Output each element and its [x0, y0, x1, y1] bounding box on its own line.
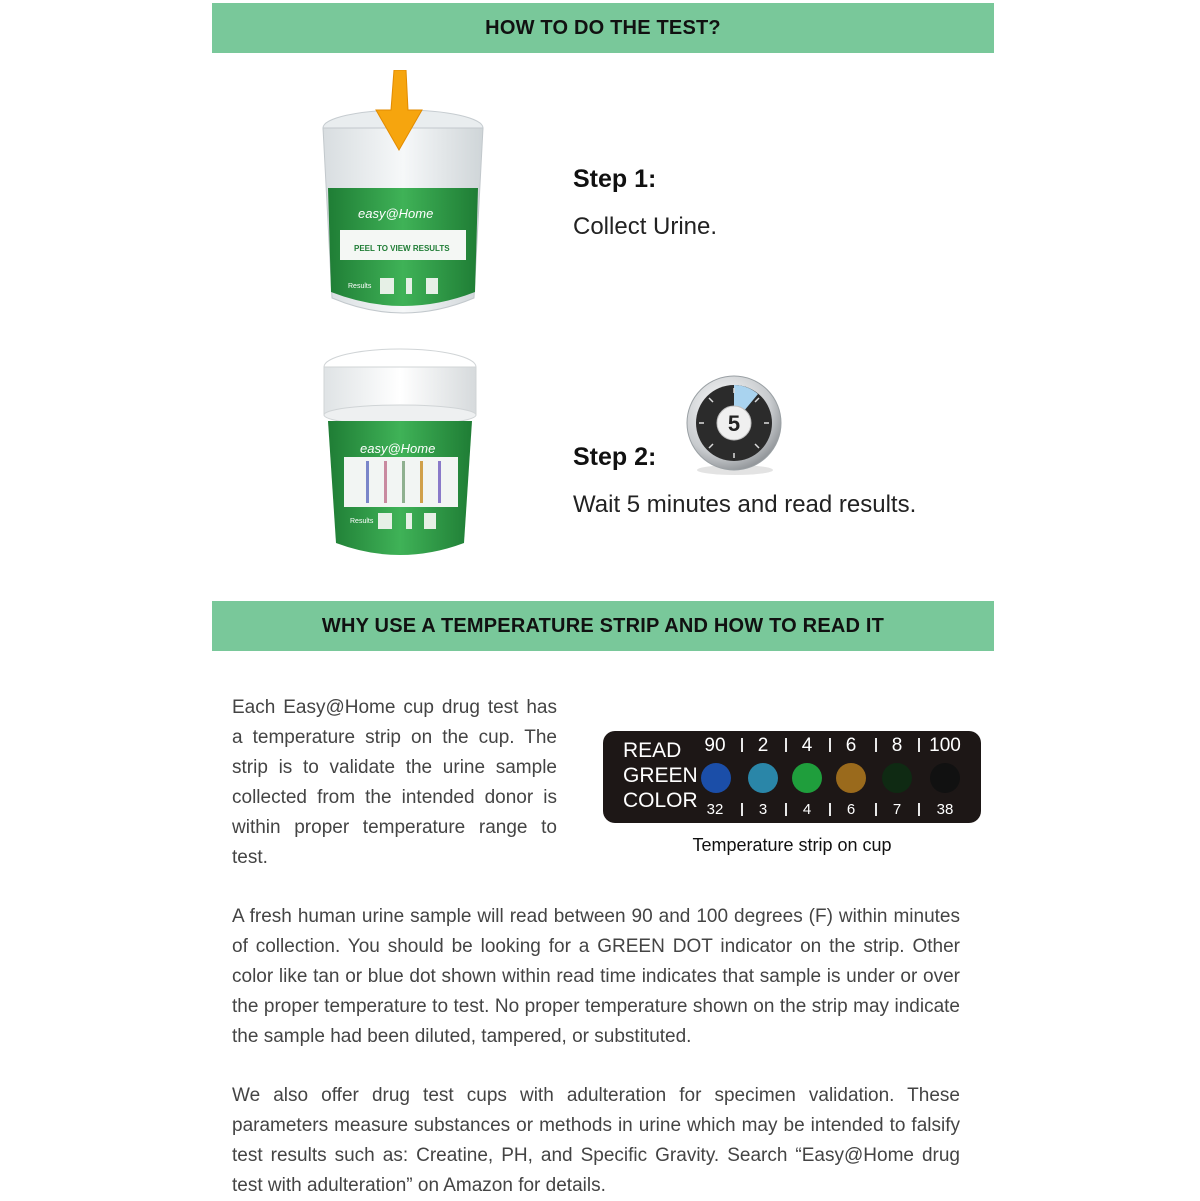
section-banner-how	[212, 3, 994, 53]
strip-separator	[741, 803, 743, 816]
strip-label-green: GREEN	[623, 764, 698, 787]
temperature-strip	[603, 731, 981, 823]
strip-dot-black	[930, 763, 960, 793]
strip-top-num: 4	[801, 735, 813, 756]
cup2-brand: easy@Home	[360, 441, 436, 456]
cup2-results: Results	[350, 518, 374, 525]
strip-dot-green	[792, 763, 822, 793]
strip-separator	[918, 803, 920, 816]
strip-separator	[875, 803, 877, 816]
step1-text: Collect Urine.	[573, 213, 718, 240]
strip-label-read: READ	[623, 739, 682, 762]
step2-text: Wait 5 minutes and read results.	[573, 491, 917, 518]
timer-icon	[684, 374, 786, 476]
strip-caption: Temperature strip on cup	[692, 835, 892, 855]
section-banner-why	[212, 601, 994, 651]
strip-separator	[785, 738, 787, 752]
strip-bottom-num: 6	[846, 801, 856, 818]
paragraph-temperature-reading: A fresh human urine sample will read between 90 and 100 degrees (F) within minutes of collection. You should be looking for a GREEN DOT indicator on the strip. Other color like tan or blue dot shown within read time indicates that sample is under or over the proper temperature to test. No proper temperature shown on the strip may indicate the sample had been diluted, tampered, or substituted.	[232, 906, 960, 1047]
banner-title-how: HOW TO DO THE TEST?	[485, 16, 721, 39]
strip-dot-dark-green	[882, 763, 912, 793]
strip-separator	[829, 738, 831, 752]
step2-title: Step 2:	[573, 443, 657, 471]
timer-value: 5	[727, 411, 741, 436]
cup1-brand: easy@Home	[358, 206, 434, 221]
strip-separator	[785, 803, 787, 816]
banner-title-why: WHY USE A TEMPERATURE STRIP AND HOW TO READ IT	[321, 614, 885, 637]
strip-dot-blue	[701, 763, 731, 793]
strip-top-num: 90	[704, 735, 726, 756]
cup-closed-image	[320, 345, 482, 560]
step1-title: Step 1:	[573, 165, 657, 193]
strip-top-num: 100	[929, 735, 961, 756]
strip-dot-tan	[836, 763, 866, 793]
strip-bottom-num: 3	[758, 801, 768, 818]
cup1-peel: PEEL TO VIEW RESULTS	[354, 244, 450, 253]
strip-separator	[918, 738, 920, 752]
strip-label-color: COLOR	[623, 789, 698, 812]
strip-separator	[829, 803, 831, 816]
strip-separator	[875, 738, 877, 752]
strip-dot-teal	[748, 763, 778, 793]
strip-separator	[741, 738, 743, 752]
strip-bottom-num: 38	[936, 801, 954, 818]
paragraph-adulteration: We also offer drug test cups with adulteration for specimen validation. These parameters measure substances or methods in urine which may be intended to falsify test results such as: Creatine, PH, and Specific Gravity. Search “Easy@Home drug test with adulteration” on Amazon for details.	[232, 1085, 960, 1196]
strip-bottom-num: 7	[892, 801, 902, 818]
strip-top-num: 8	[891, 735, 903, 756]
cup-open-image	[318, 70, 488, 325]
paragraph-strip-intro: Each Easy@Home cup drug test has a temperature strip on the cup. The strip is to validate the urine sample collected from the intended donor is within proper temperature range to test.	[232, 697, 557, 868]
strip-bottom-num: 4	[802, 801, 812, 818]
strip-top-num: 2	[757, 735, 769, 756]
cup1-results: Results	[348, 283, 372, 290]
strip-top-num: 6	[845, 735, 857, 756]
strip-bottom-num: 32	[706, 801, 724, 818]
